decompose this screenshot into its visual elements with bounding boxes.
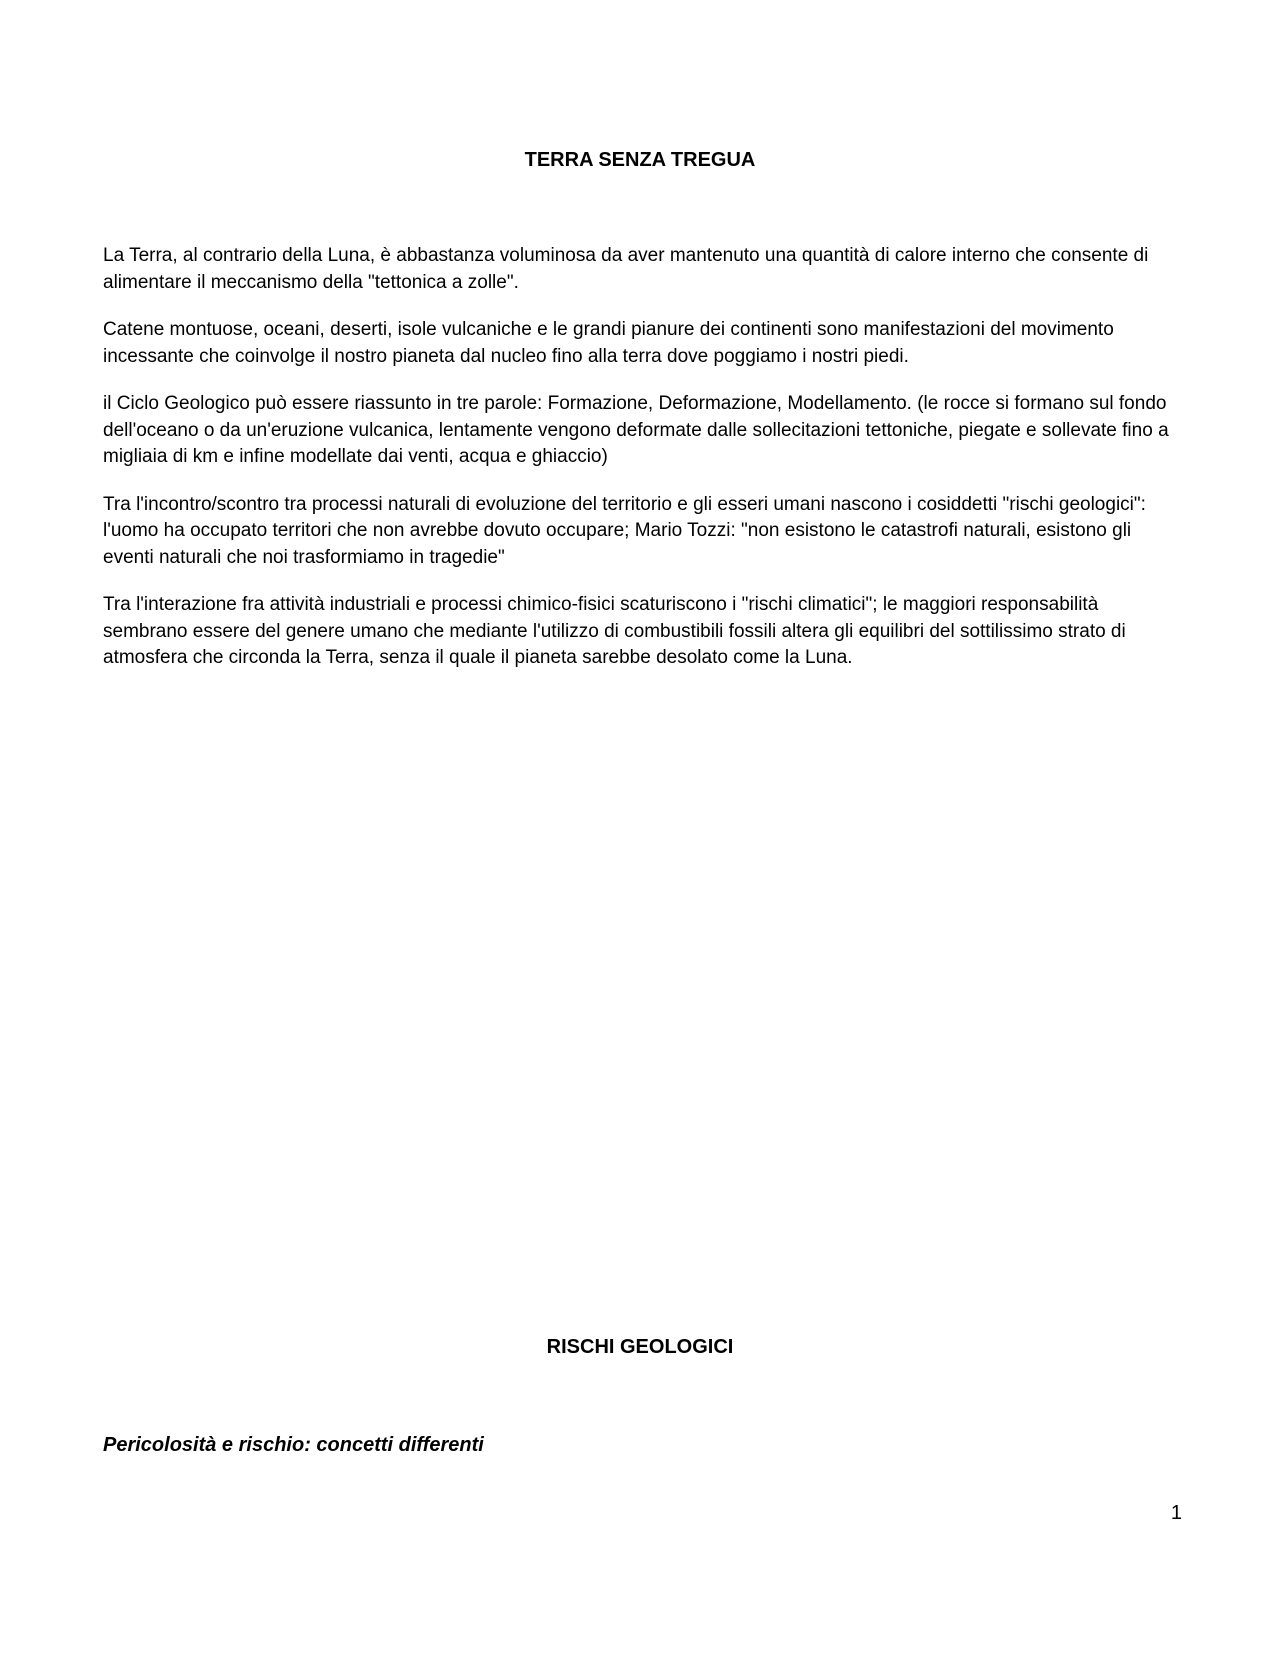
subheading: Pericolosità e rischio: concetti differenti (103, 1434, 484, 1456)
page-number: 1 (1170, 1502, 1182, 1524)
paragraph: il Ciclo Geologico può essere riassunto in tre parole: Formazione, Deformazione, Modellamento. (le rocce si formano sul fondo dell'oceano o da un'eruzione vulcanica, lentamente vengono deformate dalle sollecitazioni tettoniche, piegate e sollevate fino a migliaia di km e infine modellate dai venti, acqua e ghiaccio) (103, 393, 1169, 467)
paragraph: Tra l'incontro/scontro tra processi naturali di evoluzione del territorio e gli esseri umani nascono i cosiddetti "rischi geologici": l'uomo ha occupato territori che non avrebbe dovuto occupare; Mario Tozzi: "non esistono le catastrofi naturali, esistono gli eventi naturali che noi trasformiamo in tragedie" (103, 493, 1146, 568)
paragraph: Tra l'interazione fra attività industriali e processi chimico-fisici scaturiscono i "rischi climatici"; le maggiori responsabilità sembrano essere del genere umano che mediante l'utilizzo di combustibili fossili altera gli equilibri del sottilissimo strato di atmosfera che circonda la Terra, senza il quale il pianeta sarebbe desolato come la Luna. (103, 594, 1126, 668)
page-title: TERRA SENZA TREGUA (524, 149, 756, 171)
paragraph: Catene montuose, oceani, deserti, isole vulcaniche e le grandi pianure dei continenti sono manifestazioni del movimento incessante che coinvolge il nostro pianeta dal nucleo fino alla terra dove poggiamo i nostri piedi. (103, 319, 1114, 367)
paragraph: La Terra, al contrario della Luna, è abbastanza voluminosa da aver mantenuto una quantità di calore interno che consente di alimentare il meccanismo della "tettonica a zolle". (103, 245, 1149, 293)
body-text (103, 243, 1183, 693)
section-title: RISCHI GEOLOGICI (546, 1336, 734, 1358)
